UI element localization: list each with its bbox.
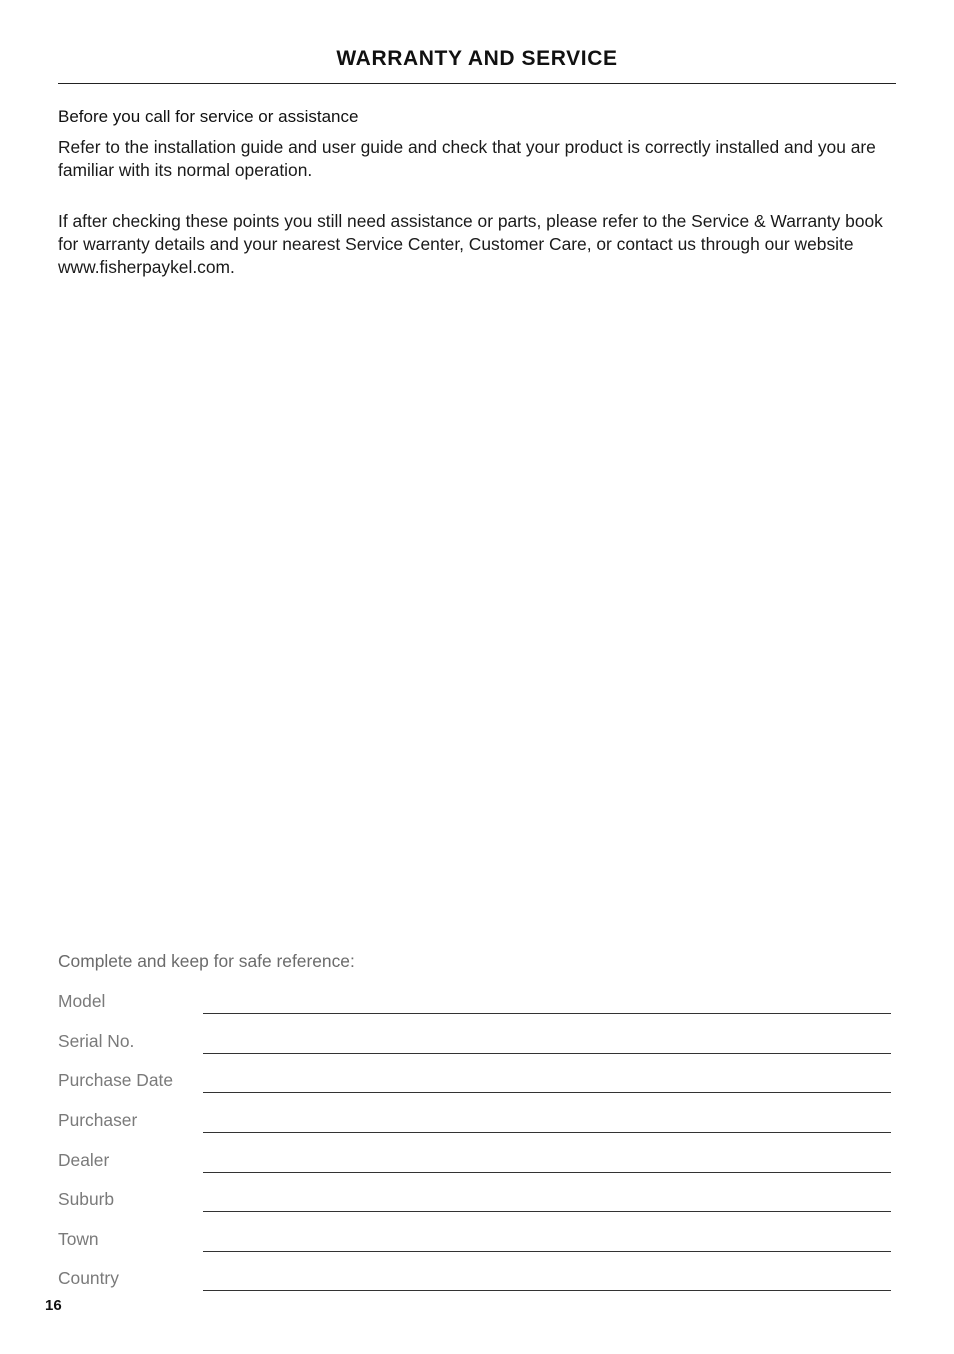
paragraph-service-contact: If after checking these points you still need assistance or parts, please refer to the Service & Warranty book for warranty details and your nearest Service Center, Customer Care, or contact us through our website www.fisherpaykel.com.: [58, 211, 883, 277]
form-row-purchaser: [58, 1105, 891, 1133]
form-row-purchase-date: [58, 1065, 891, 1093]
page-number: 16: [45, 1297, 62, 1314]
form-label-town: Town: [58, 1229, 99, 1249]
form-row-dealer: [58, 1145, 891, 1173]
country-fill-line: [203, 1290, 891, 1291]
form-label-purchaser: Purchaser: [58, 1110, 138, 1130]
dealer-fill-line: [203, 1172, 891, 1173]
suburb-fill-line: [203, 1211, 891, 1212]
section-heading: Before you call for service or assistance: [58, 107, 359, 126]
town-fill-line: [203, 1251, 891, 1252]
form-label-serial-no: Serial No.: [58, 1031, 135, 1051]
form-row-model: [58, 986, 891, 1014]
form-row-suburb: [58, 1184, 891, 1212]
form-label-purchase-date: Purchase Date: [58, 1070, 174, 1090]
form-label-country: Country: [58, 1268, 119, 1288]
title-divider: [58, 83, 896, 84]
paragraph-check-installation: Refer to the installation guide and user guide and check that your product is correctly installed and you are familiar with its normal operation.: [58, 137, 876, 180]
model-fill-line: [203, 1013, 891, 1014]
form-label-suburb: Suburb: [58, 1189, 115, 1209]
form-label-dealer: Dealer: [58, 1150, 110, 1170]
form-row-serial-no: [58, 1026, 891, 1054]
form-row-country: [58, 1263, 891, 1291]
form-intro: Complete and keep for safe reference:: [58, 951, 355, 971]
form-row-town: [58, 1224, 891, 1252]
purchaser-fill-line: [203, 1132, 891, 1133]
form-label-model: Model: [58, 991, 106, 1011]
serial-no-fill-line: [203, 1053, 891, 1054]
page-title: WARRANTY AND SERVICE: [336, 47, 618, 70]
purchase-date-fill-line: [203, 1092, 891, 1093]
